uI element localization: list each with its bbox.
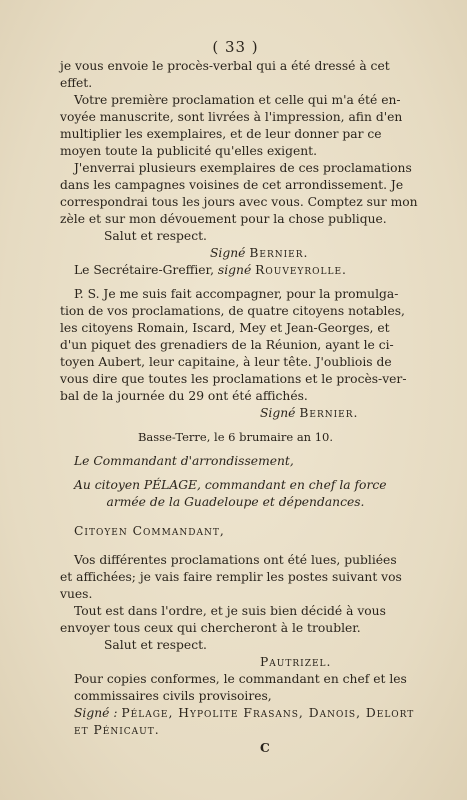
signature-name: Bernier. bbox=[249, 246, 309, 260]
sender: Le Commandant d'arrondissement, bbox=[74, 454, 294, 468]
text-line: Pour copies conformes, le commandant en chef et les bbox=[74, 672, 407, 686]
text-line: bal de la journée du 29 ont été affichés. bbox=[60, 389, 308, 403]
text-line: vues. bbox=[60, 587, 93, 601]
text-line: Votre première proclamation et celle qui m'a été en- bbox=[74, 93, 401, 107]
signature-name: Bernier. bbox=[299, 406, 359, 420]
text-line: moyen toute la publicité qu'elles exigent. bbox=[60, 144, 318, 158]
signature-bernier-2 bbox=[60, 405, 411, 422]
signatories bbox=[60, 705, 415, 722]
salutation: Citoyen Commandant, bbox=[74, 524, 225, 538]
signe-label: Signé bbox=[210, 246, 246, 260]
closing-salut-2: Salut et respect. bbox=[104, 638, 207, 652]
text-line: commissaires civils provisoires, bbox=[74, 689, 272, 703]
text-line: d'un piquet des grenadiers de la Réunion, ayant le ci- bbox=[60, 338, 394, 352]
paragraph-1 bbox=[60, 58, 411, 92]
text-line: Vos différentes proclamations ont été lues, publiées bbox=[74, 553, 397, 567]
place-date: Basse-Terre, le 6 brumaire an 10. bbox=[137, 430, 334, 444]
text-line: J'enverrai plusieurs exemplaires de ces proclamations bbox=[74, 161, 412, 175]
certification bbox=[60, 671, 411, 705]
text-line: effet. bbox=[60, 76, 93, 90]
text-line: toyen Aubert, leur capitaine, à leur tête. J'oubliois de bbox=[60, 355, 392, 369]
secretary-signature bbox=[60, 262, 411, 279]
text-line: je vous envoie le procès-verbal qui a été dressé à cet bbox=[60, 59, 390, 73]
postscript bbox=[60, 286, 411, 405]
paragraph-4 bbox=[60, 552, 411, 603]
text-line: envoyer tous ceux qui chercheront à le troubler. bbox=[60, 621, 361, 635]
signe-label: Signé : bbox=[74, 706, 118, 720]
addressee-line-2: armée de la Guadeloupe et dépendances. bbox=[106, 495, 365, 509]
text-line: dans les campagnes voisines de cet arrondissement. Je bbox=[60, 178, 404, 192]
text-line: et affichées; je vais faire remplir les postes suivant vos bbox=[60, 570, 402, 584]
paragraph-2 bbox=[60, 92, 411, 160]
text-line: tion de vos proclamations, de quatre citoyens notables, bbox=[60, 304, 405, 318]
sheet-marker: C bbox=[260, 740, 270, 755]
text-line: voyée manuscrite, sont livrées à l'impression, afin d'en bbox=[60, 110, 403, 124]
secretary-name: Rouveyrolle. bbox=[255, 263, 347, 277]
text-line: zèle et sur mon dévouement pour la chose publique. bbox=[60, 212, 387, 226]
signature-bernier bbox=[60, 245, 411, 262]
secretary-title: Le Secrétaire-Greffier, bbox=[74, 263, 214, 277]
text-line: correspondrai tous les jours avec vous. Comptez sur mon bbox=[60, 195, 418, 209]
addressee-line-1: Au citoyen PÉLAGE, commandant en chef la force bbox=[74, 478, 387, 492]
signe-label: signé bbox=[217, 263, 252, 277]
paragraph-5 bbox=[60, 603, 411, 637]
signatory-names: Pélage, Hypolite Frasans, Danois, Delort bbox=[121, 706, 415, 720]
paragraph-3 bbox=[60, 160, 418, 228]
text-line: multiplier les exemplaires, et de leur donner par ce bbox=[60, 127, 382, 141]
page-number: ( 33 ) bbox=[212, 38, 259, 56]
text-line: P. S. Je me suis fait accompagner, pour la promulga- bbox=[74, 287, 399, 301]
text-line: vous dire que toutes les proclamations et le procès-ver- bbox=[60, 372, 407, 386]
text-line: Tout est dans l'ordre, et je suis bien décidé à vous bbox=[74, 604, 386, 618]
signatory-names-2: et Pénicaut. bbox=[74, 723, 160, 737]
signe-label: Signé bbox=[260, 406, 296, 420]
closing-salut: Salut et respect. bbox=[104, 229, 207, 243]
signature-pautrizel: Pautrizel. bbox=[260, 655, 332, 669]
text-line: les citoyens Romain, Iscard, Mey et Jean-Georges, et bbox=[60, 321, 390, 335]
